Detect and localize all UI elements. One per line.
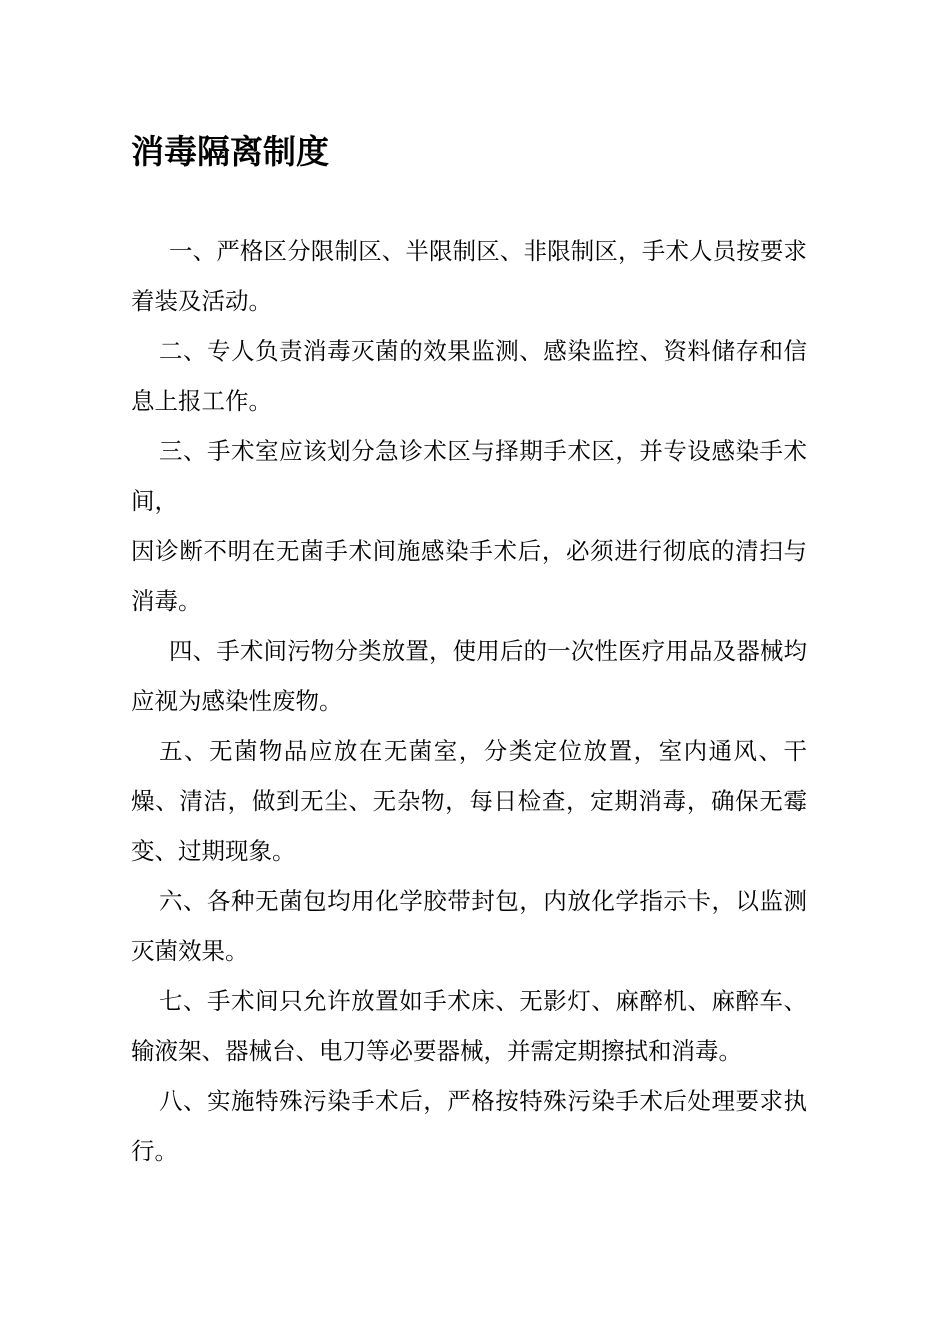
paragraph-3-continued: 因诊断不明在无菌手术间施感染手术后，必须进行彻底的清扫与消毒。 — [131, 537, 807, 615]
paragraph-6: 六、各种无菌包均用化学胶带封包，内放化学指示卡，以监测灭菌效果。 — [131, 887, 807, 965]
paragraph-4: 四、手术间污物分类放置，使用后的一次性医疗用品及器械均应视为感染性废物。 — [131, 637, 807, 715]
paragraph-7: 七、手术间只允许放置如手术床、无影灯、麻醉机、麻醉车、输液架、器械台、电刀等必要器械，并需定期擦拭和消毒。 — [131, 987, 807, 1065]
paragraph-3: 三、手术室应该划分急诊术区与择期手术区，并专设感染手术间， — [131, 437, 807, 515]
document-body — [131, 226, 807, 1176]
paragraph-8: 八、实施特殊污染手术后，严格按特殊污染手术后处理要求执行。 — [131, 1087, 807, 1165]
paragraph-5: 五、无菌物品应放在无菌室，分类定位放置，室内通风、干燥、清洁，做到无尘、无杂物，每日检查，定期消毒，确保无霉变、过期现象。 — [131, 737, 807, 865]
paragraph-2: 二、专人负责消毒灭菌的效果监测、感染监控、资料储存和信息上报工作。 — [131, 337, 807, 415]
document-title: 消毒隔离制度 — [131, 132, 329, 171]
paragraph-1: 一、严格区分限制区、半限制区、非限制区，手术人员按要求着装及活动。 — [131, 237, 807, 315]
